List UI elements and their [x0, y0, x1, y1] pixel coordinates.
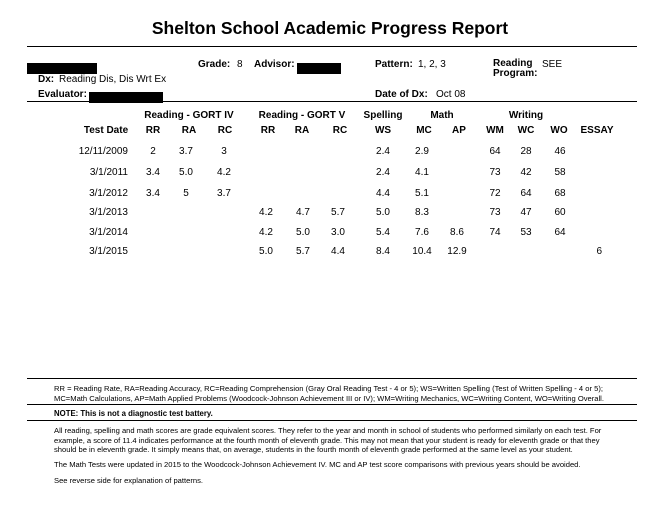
cell-writing-wo: 60 — [554, 207, 566, 218]
cell-math-mc: 10.4 — [412, 246, 432, 257]
pattern-value: 1, 2, 3 — [418, 59, 446, 70]
cell-writing-wo: 58 — [554, 167, 566, 178]
cell-gort4-ra: 5 — [183, 188, 189, 199]
cell-test-date: 3/1/2011 — [89, 167, 128, 178]
cell-writing-wo: 64 — [554, 227, 566, 238]
column-header-math-mc: MC — [416, 125, 432, 136]
cell-spelling-ws: 2.4 — [376, 167, 390, 178]
note-paragraph-math-update: The Math Tests were updated in 2015 to the Woodcock-Johnson Achievement IV. MC and AP test score comparisons with previous years should be avoided. — [54, 460, 581, 469]
note-heading: NOTE: This is not a diagnostic test battery. — [54, 409, 213, 418]
cell-writing-wm: 72 — [489, 188, 501, 199]
column-header-spelling-ws: WS — [374, 125, 392, 136]
reading-program-label: Reading Program: — [493, 58, 538, 79]
legend-line: RR = Reading Rate, RA=Reading Accuracy, RC=Reading Comprehension (Gray Oral Reading Test - 4 or 5); WS=Written Spelling (Test of Written Spelling - 4 or 5); — [54, 384, 603, 393]
column-header-writing-wm: WM — [486, 125, 504, 136]
column-header-gort4-rr: RR — [145, 125, 161, 136]
cell-spelling-ws: 5.4 — [376, 227, 390, 238]
grade-label: Grade: — [198, 59, 231, 70]
cell-math-ap: 8.6 — [450, 227, 464, 238]
group-header-writing: Writing — [508, 110, 544, 121]
cell-spelling-ws: 8.4 — [376, 246, 390, 257]
cell-writing-wm: 64 — [489, 146, 501, 157]
column-header-essay: ESSAY — [580, 125, 614, 136]
column-header-writing-wo: WO — [550, 125, 568, 136]
advisor-redaction — [297, 59, 341, 77]
evaluator-label: Evaluator: — [38, 89, 87, 100]
cell-writing-wo: 68 — [554, 188, 566, 199]
legend-line: MC=Math Calculations, AP=Math Applied Problems (Woodcock-Johnson Achievement III or IV); WM=Writing Mechanics, WC=Writing Content, WO=Writing Overall. — [54, 393, 604, 403]
cell-gort5-rc: 5.7 — [331, 207, 345, 218]
cell-gort4-ra: 5.0 — [179, 167, 193, 178]
cell-writing-wm: 73 — [489, 167, 501, 178]
cell-gort4-rc: 3 — [221, 146, 227, 157]
cell-gort5-rc: 4.4 — [331, 246, 345, 257]
column-header-test-date: Test Date — [83, 125, 129, 136]
date-of-dx-value: Oct 08 — [436, 89, 466, 100]
cell-gort4-rr: 2 — [150, 146, 156, 157]
legend-top-rule — [27, 378, 637, 379]
column-header-gort5-rc: RC — [332, 125, 348, 136]
cell-writing-wm: 74 — [489, 227, 501, 238]
column-header-gort5-ra: RA — [294, 125, 310, 136]
dx-value: Reading Dis, Dis Wrt Ex — [59, 74, 167, 85]
cell-spelling-ws: 4.4 — [376, 188, 390, 199]
cell-math-mc: 5.1 — [415, 188, 429, 199]
cell-test-date: 3/1/2013 — [89, 207, 128, 218]
cell-writing-wc: 42 — [520, 167, 532, 178]
cell-gort4-rr: 3.4 — [146, 167, 160, 178]
cell-gort5-ra: 4.7 — [296, 207, 310, 218]
cell-gort4-rc: 4.2 — [217, 167, 231, 178]
cell-math-mc: 2.9 — [415, 146, 429, 157]
cell-essay: 6 — [596, 246, 602, 257]
cell-spelling-ws: 5.0 — [376, 207, 390, 218]
note-paragraph-scores: All reading, spelling and math scores are grade equivalent scores. They refer to the year and month in school of students who performed similarly on each test. For example, a score of 11.4 indicates performance at the fourth month of eleventh grade. This may not mean that your student is ready for eleventh grade or that they should be in eleventh grade. It simply means that, on average, students in the fourth month of eleventh grade performed at the same level as your student. — [54, 426, 602, 454]
cell-gort5-rc: 3.0 — [331, 227, 345, 238]
cell-spelling-ws: 2.4 — [376, 146, 390, 157]
group-header-gort-iv: Reading - GORT IV — [144, 110, 234, 121]
cell-writing-wc: 64 — [520, 188, 532, 199]
legend — [54, 384, 604, 403]
cell-gort5-rr: 4.2 — [259, 227, 273, 238]
cell-writing-wc: 47 — [520, 207, 532, 218]
dx-label: Dx: — [38, 74, 55, 85]
cell-gort4-ra: 3.7 — [179, 146, 193, 157]
cell-gort4-rc: 3.7 — [217, 188, 231, 199]
advisor-label: Advisor: — [254, 59, 295, 70]
date-of-dx-label: Date of Dx: — [375, 89, 428, 100]
cell-writing-wc: 53 — [520, 227, 532, 238]
cell-gort4-rr: 3.4 — [146, 188, 160, 199]
header-top-rule — [27, 46, 637, 47]
cell-writing-wm: 73 — [489, 207, 501, 218]
cell-gort5-rr: 5.0 — [259, 246, 273, 257]
cell-math-mc: 8.3 — [415, 207, 429, 218]
cell-test-date: 3/1/2012 — [89, 188, 128, 199]
cell-gort5-ra: 5.0 — [296, 227, 310, 238]
cell-test-date: 3/1/2015 — [89, 246, 128, 257]
cell-gort5-ra: 5.7 — [296, 246, 310, 257]
column-header-gort4-rc: RC — [217, 125, 233, 136]
cell-math-mc: 7.6 — [415, 227, 429, 238]
column-header-math-ap: AP — [452, 125, 466, 136]
legend-bottom-rule — [27, 404, 637, 405]
cell-math-mc: 4.1 — [415, 167, 429, 178]
cell-math-ap: 12.9 — [447, 246, 467, 257]
evaluator-redaction — [89, 88, 163, 106]
header-bottom-rule — [27, 101, 637, 102]
cell-test-date: 3/1/2014 — [89, 227, 128, 238]
reading-program-value: SEE — [542, 59, 563, 70]
cell-writing-wc: 28 — [520, 146, 532, 157]
note-paragraph-reverse-side: See reverse side for explanation of patterns. — [54, 476, 204, 485]
report-title: Shelton School Academic Progress Report — [151, 18, 509, 38]
group-header-math: Math — [430, 110, 454, 121]
column-header-gort4-ra: RA — [181, 125, 197, 136]
cell-test-date: 12/11/2009 — [78, 146, 128, 157]
cell-writing-wo: 46 — [554, 146, 566, 157]
column-header-gort5-rr: RR — [260, 125, 276, 136]
grade-value: 8 — [237, 59, 243, 70]
group-header-spelling: Spelling — [363, 110, 403, 121]
note-rule — [27, 420, 637, 421]
cell-gort5-rr: 4.2 — [259, 207, 273, 218]
column-header-writing-wc: WC — [517, 125, 535, 136]
pattern-label: Pattern: — [375, 59, 413, 70]
group-header-gort-v: Reading - GORT V — [258, 110, 346, 121]
